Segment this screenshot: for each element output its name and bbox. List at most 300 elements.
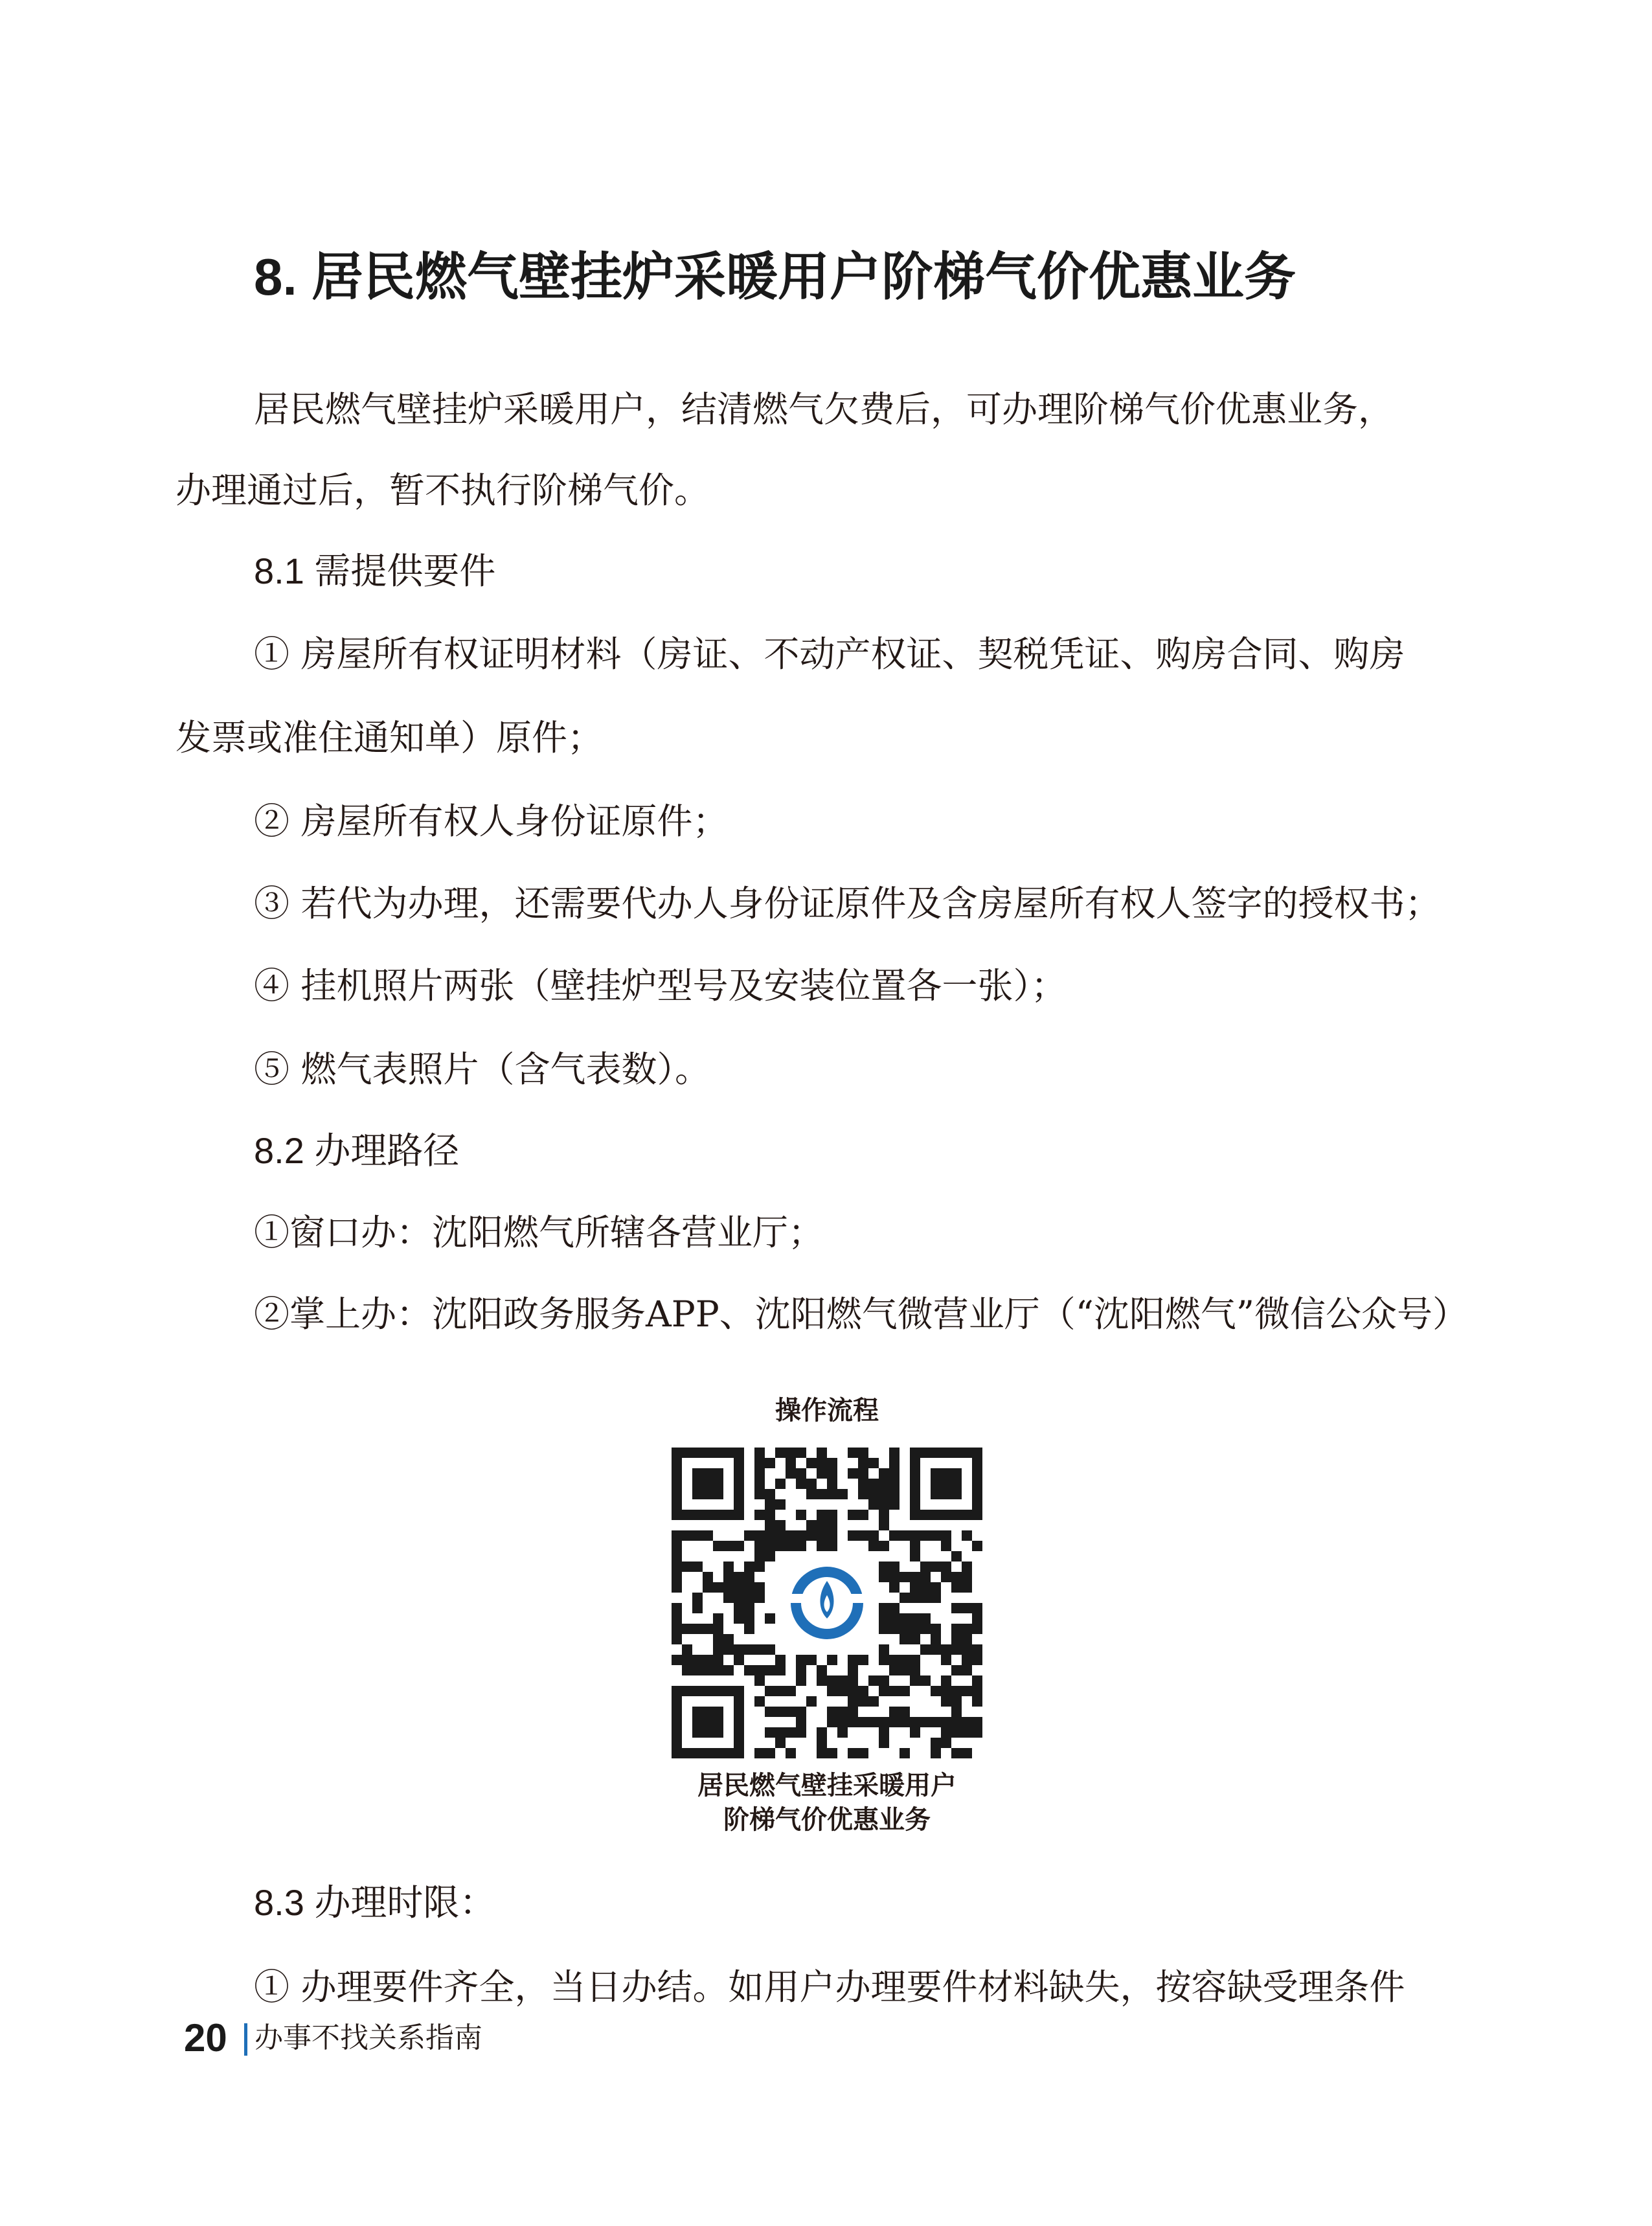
qr-module — [672, 1603, 682, 1613]
qr-module — [879, 1572, 889, 1582]
qr-module — [837, 1675, 848, 1686]
qr-module — [692, 1624, 703, 1634]
qr-module — [713, 1541, 723, 1551]
qr-module — [754, 1489, 765, 1499]
qr-module — [931, 1562, 941, 1572]
qr-module — [765, 1665, 775, 1675]
qr-module — [754, 1675, 765, 1686]
qr-module — [931, 1738, 941, 1748]
section-title: 8. 居民燃气壁挂炉采暖用户阶梯气价优惠业务 — [254, 248, 1296, 306]
qr-module — [796, 1707, 806, 1717]
qr-module — [754, 1593, 765, 1603]
qr-module — [713, 1634, 723, 1644]
qr-module — [796, 1541, 806, 1551]
qr-module — [962, 1562, 972, 1572]
intro-line-2: 办理通过后，暂不执行阶梯气价。 — [175, 470, 710, 511]
qr-module — [951, 1686, 962, 1696]
qr-module — [889, 1665, 900, 1675]
qr-module — [744, 1572, 754, 1582]
qr-module — [775, 1686, 786, 1696]
qr-module — [672, 1624, 682, 1634]
qr-module — [858, 1468, 868, 1479]
qr-module — [817, 1727, 827, 1738]
requirement-item-4: ④ 挂机照片两张（壁挂炉型号及安装位置各一张）； — [254, 965, 1067, 1006]
qr-module — [920, 1572, 931, 1582]
qr-module — [910, 1541, 920, 1551]
qr-module — [951, 1634, 962, 1644]
qr-module — [723, 1572, 734, 1582]
qr-module — [910, 1727, 920, 1738]
qr-module — [931, 1717, 941, 1727]
qr-module — [713, 1644, 723, 1655]
qr-module — [765, 1613, 775, 1624]
qr-module — [910, 1624, 920, 1634]
qr-module — [672, 1655, 682, 1665]
qr-module — [962, 1603, 972, 1613]
qr-module — [920, 1624, 931, 1634]
qr-module — [817, 1541, 827, 1551]
qr-module — [817, 1520, 827, 1530]
qr-module — [889, 1655, 900, 1665]
qr-module — [951, 1551, 962, 1562]
qr-module — [941, 1717, 951, 1727]
qr-module — [827, 1541, 837, 1551]
qr-module — [920, 1644, 931, 1655]
qr-module — [931, 1634, 941, 1644]
qr-module — [910, 1655, 920, 1665]
qr-module — [951, 1748, 962, 1758]
qr-module — [713, 1582, 723, 1593]
qr-module — [682, 1562, 692, 1572]
qr-module — [796, 1727, 806, 1738]
qr-module — [848, 1530, 858, 1541]
qr-module — [786, 1748, 796, 1758]
qr-module — [692, 1593, 703, 1603]
qr-module — [889, 1624, 900, 1634]
qr-module — [858, 1489, 868, 1499]
qr-module — [900, 1748, 910, 1758]
qr-module — [910, 1551, 920, 1562]
qr-module — [889, 1717, 900, 1727]
intro-line-1: 居民燃气壁挂炉采暖用户，结清燃气欠费后，可办理阶梯气价优惠业务， — [254, 389, 1394, 430]
qr-module — [868, 1541, 879, 1551]
qr-module — [848, 1707, 858, 1717]
requirement-item-3: ③ 若代为办理，还需要代办人身份证原件及含房屋所有权人签字的授权书； — [254, 883, 1441, 924]
qr-module — [858, 1696, 868, 1707]
qr-module — [765, 1458, 775, 1468]
qr-module — [951, 1644, 962, 1655]
qr-module — [796, 1530, 806, 1541]
qr-module — [889, 1489, 900, 1499]
time-limit-item-1: ① 办理要件齐全，当日办结。如用户办理要件材料缺失，按容缺受理条件 — [254, 1966, 1405, 2008]
qr-module — [765, 1520, 775, 1530]
qr-module — [765, 1707, 775, 1717]
qr-module — [941, 1655, 951, 1665]
qr-module — [858, 1686, 868, 1696]
qr-module — [837, 1727, 848, 1738]
qr-module — [972, 1613, 982, 1624]
qr-module — [941, 1738, 951, 1748]
qr-module — [951, 1727, 962, 1738]
qr-module — [889, 1572, 900, 1582]
qr-module — [723, 1634, 734, 1644]
qr-module — [817, 1489, 827, 1499]
qr-module — [692, 1603, 703, 1613]
qr-module — [754, 1479, 765, 1489]
qr-module — [775, 1530, 786, 1541]
qr-module — [879, 1603, 889, 1613]
qr-module — [962, 1655, 972, 1665]
qr-module — [827, 1717, 837, 1727]
qr-module — [672, 1613, 682, 1624]
qr-module — [941, 1696, 951, 1707]
qr-module — [827, 1458, 837, 1468]
qr-module — [786, 1458, 796, 1468]
qr-module — [754, 1448, 765, 1458]
qr-module — [817, 1448, 827, 1458]
qr-module — [827, 1675, 837, 1686]
qr-module — [713, 1655, 723, 1665]
qr-module — [734, 1572, 744, 1582]
qr-module — [754, 1458, 765, 1468]
qr-module — [941, 1541, 951, 1551]
qr-module — [796, 1717, 806, 1727]
qr-module — [879, 1686, 889, 1696]
qr-module — [910, 1572, 920, 1582]
subsection-heading-8-2: 8.2 办理路径 — [254, 1130, 460, 1171]
qr-module — [931, 1686, 941, 1696]
qr-module — [827, 1530, 837, 1541]
qr-module — [765, 1644, 775, 1655]
qr-module — [920, 1530, 931, 1541]
qr-module — [879, 1655, 889, 1665]
qr-module — [827, 1655, 837, 1665]
qr-module — [723, 1541, 734, 1551]
qr-module — [837, 1717, 848, 1727]
qr-module — [900, 1655, 910, 1665]
qr-module — [931, 1582, 941, 1593]
qr-module — [723, 1665, 734, 1675]
qr-module — [837, 1686, 848, 1696]
qr-module — [775, 1655, 786, 1665]
qr-module — [920, 1717, 931, 1727]
qr-module — [879, 1613, 889, 1624]
qr-module — [941, 1727, 951, 1738]
qr-module — [744, 1530, 754, 1541]
qr-module — [806, 1520, 817, 1530]
qr-module — [775, 1520, 786, 1530]
requirement-item-1-line-1: ① 房屋所有权证明材料（房证、不动产权证、契税凭证、购房合同、购房 — [254, 633, 1405, 675]
qr-module — [962, 1748, 972, 1758]
qr-module — [910, 1717, 920, 1727]
path-item-1: ①窗口办：沈阳燃气所辖各营业厅； — [254, 1212, 824, 1253]
qr-module — [972, 1624, 982, 1634]
qr-module — [962, 1572, 972, 1582]
qr-module — [817, 1675, 827, 1686]
qr-module — [972, 1675, 982, 1686]
qr-module — [765, 1551, 775, 1562]
qr-module — [786, 1727, 796, 1738]
qr-module — [765, 1686, 775, 1696]
qr-module — [879, 1738, 889, 1748]
qr-module — [868, 1458, 879, 1468]
qr-module — [817, 1530, 827, 1541]
qr-module — [827, 1510, 837, 1520]
qr-module — [910, 1675, 920, 1686]
qr-module — [765, 1748, 775, 1758]
qr-module — [868, 1530, 879, 1541]
qr-module — [775, 1499, 786, 1510]
qr-code-image[interactable] — [672, 1448, 982, 1758]
qr-module — [734, 1593, 744, 1603]
qr-module — [889, 1686, 900, 1696]
qr-module — [775, 1448, 786, 1458]
qr-module — [713, 1624, 723, 1634]
qr-module — [962, 1665, 972, 1675]
qr-module — [744, 1603, 754, 1613]
qr-module — [972, 1727, 982, 1738]
qr-module — [848, 1675, 858, 1686]
qr-module — [817, 1748, 827, 1758]
qr-module — [920, 1675, 931, 1686]
qr-module — [889, 1582, 900, 1593]
qr-module — [765, 1727, 775, 1738]
qr-module — [951, 1624, 962, 1634]
qr-module — [723, 1562, 734, 1572]
qr-module — [703, 1624, 713, 1634]
requirement-item-2: ② 房屋所有权人身份证原件； — [254, 801, 729, 842]
qr-module — [806, 1489, 817, 1499]
qr-module — [951, 1696, 962, 1707]
qr-module — [672, 1572, 682, 1582]
qr-module — [941, 1644, 951, 1655]
qr-module — [744, 1624, 754, 1634]
qr-module — [868, 1696, 879, 1707]
qr-module — [858, 1510, 868, 1520]
qr-module — [900, 1613, 910, 1624]
qr-module — [744, 1593, 754, 1603]
qr-module — [868, 1499, 879, 1510]
qr-module — [754, 1541, 765, 1551]
qr-module — [879, 1644, 889, 1655]
requirement-item-1-line-2: 发票或准住通知单）原件； — [175, 717, 604, 758]
qr-module — [962, 1686, 972, 1696]
qr-module — [703, 1582, 713, 1593]
qr-module — [765, 1530, 775, 1541]
qr-module — [806, 1530, 817, 1541]
qr-module — [951, 1603, 962, 1613]
qr-module — [703, 1665, 713, 1675]
qr-module — [962, 1530, 972, 1541]
qr-module — [889, 1603, 900, 1613]
requirement-item-5: ⑤ 燃气表照片（含气表数）。 — [254, 1049, 710, 1090]
qr-module — [972, 1696, 982, 1707]
qr-module — [692, 1655, 703, 1665]
qr-caption-bottom-line-2: 阶梯气价优惠业务 — [723, 1806, 931, 1834]
qr-module — [765, 1489, 775, 1499]
qr-module — [703, 1530, 713, 1541]
qr-module — [827, 1686, 837, 1696]
qr-module — [682, 1624, 692, 1634]
qr-module — [754, 1748, 765, 1758]
qr-module — [951, 1707, 962, 1717]
qr-finder-top-left — [672, 1448, 744, 1520]
qr-module — [786, 1530, 796, 1541]
qr-module — [796, 1510, 806, 1520]
qr-module — [879, 1562, 889, 1572]
qr-module — [796, 1665, 806, 1675]
qr-module — [889, 1499, 900, 1510]
qr-module — [765, 1510, 775, 1520]
qr-module — [972, 1603, 982, 1613]
gas-company-logo-icon — [786, 1562, 868, 1644]
qr-module — [806, 1479, 817, 1489]
qr-module — [858, 1655, 868, 1665]
qr-module — [879, 1468, 889, 1479]
qr-module — [848, 1748, 858, 1758]
qr-module — [848, 1686, 858, 1696]
qr-module — [682, 1644, 692, 1655]
qr-module — [765, 1541, 775, 1551]
footer-divider — [244, 2023, 247, 2056]
qr-module — [868, 1479, 879, 1489]
qr-module — [920, 1562, 931, 1572]
qr-module — [786, 1448, 796, 1458]
qr-module — [900, 1530, 910, 1541]
qr-module — [962, 1634, 972, 1644]
qr-module — [941, 1562, 951, 1572]
qr-module — [817, 1665, 827, 1675]
qr-module — [951, 1582, 962, 1593]
qr-module — [734, 1603, 744, 1613]
qr-module — [972, 1644, 982, 1655]
qr-module — [931, 1593, 941, 1603]
qr-module — [786, 1707, 796, 1717]
qr-module — [910, 1665, 920, 1675]
qr-module — [754, 1468, 765, 1479]
qr-module — [868, 1675, 879, 1686]
qr-module — [744, 1582, 754, 1593]
qr-module — [910, 1634, 920, 1644]
qr-module — [962, 1644, 972, 1655]
qr-module — [889, 1562, 900, 1572]
qr-module — [900, 1717, 910, 1727]
qr-module — [951, 1717, 962, 1727]
qr-module — [754, 1530, 765, 1541]
qr-module — [672, 1551, 682, 1562]
qr-module — [837, 1707, 848, 1717]
qr-module — [754, 1551, 765, 1562]
qr-module — [723, 1644, 734, 1655]
qr-module — [796, 1448, 806, 1458]
qr-module — [941, 1675, 951, 1686]
qr-module — [962, 1727, 972, 1738]
qr-module — [931, 1530, 941, 1541]
qr-module — [879, 1624, 889, 1634]
qr-module — [900, 1665, 910, 1675]
qr-module — [682, 1655, 692, 1665]
qr-module — [682, 1530, 692, 1541]
qr-module — [692, 1530, 703, 1541]
qr-module — [879, 1675, 889, 1686]
qr-module — [786, 1686, 796, 1696]
qr-module — [775, 1707, 786, 1717]
qr-module — [672, 1562, 682, 1572]
qr-module — [817, 1738, 827, 1748]
qr-module — [775, 1738, 786, 1748]
qr-module — [931, 1748, 941, 1758]
qr-module — [868, 1489, 879, 1499]
qr-finder-bottom-left — [672, 1686, 744, 1758]
qr-module — [796, 1479, 806, 1489]
qr-module — [848, 1655, 858, 1665]
qr-module — [848, 1510, 858, 1520]
qr-module — [868, 1717, 879, 1727]
qr-module — [796, 1655, 806, 1665]
qr-module — [754, 1510, 765, 1520]
qr-module — [754, 1582, 765, 1593]
qr-module — [858, 1448, 868, 1458]
qr-module — [827, 1707, 837, 1717]
qr-module — [806, 1655, 817, 1665]
qr-module — [900, 1707, 910, 1717]
qr-module — [920, 1582, 931, 1593]
qr-module — [910, 1582, 920, 1593]
qr-module — [900, 1624, 910, 1634]
qr-module — [692, 1562, 703, 1572]
qr-module — [910, 1530, 920, 1541]
qr-module — [879, 1520, 889, 1530]
qr-module — [775, 1541, 786, 1551]
qr-module — [920, 1593, 931, 1603]
qr-module — [837, 1489, 848, 1499]
path-item-2: ②掌上办：沈阳政务服务APP、沈阳燃气微营业厅（“沈阳燃气”微信公众号） — [254, 1293, 1468, 1335]
qr-module — [889, 1468, 900, 1479]
qr-module — [817, 1468, 827, 1479]
qr-module — [796, 1675, 806, 1686]
qr-module — [744, 1562, 754, 1572]
qr-module — [931, 1624, 941, 1634]
qr-module — [972, 1541, 982, 1551]
qr-module — [682, 1665, 692, 1675]
qr-module — [910, 1593, 920, 1603]
qr-module — [827, 1748, 837, 1758]
qr-module — [941, 1686, 951, 1696]
qr-module — [806, 1696, 817, 1707]
qr-module — [931, 1644, 941, 1655]
qr-module — [848, 1717, 858, 1727]
qr-module — [692, 1665, 703, 1675]
qr-module — [672, 1582, 682, 1593]
qr-module — [754, 1665, 765, 1675]
qr-module — [920, 1613, 931, 1624]
qr-module — [734, 1582, 744, 1593]
footer-book-title: 办事不找关系指南 — [255, 2021, 482, 2054]
qr-module — [848, 1665, 858, 1675]
qr-module — [786, 1541, 796, 1551]
qr-module — [951, 1572, 962, 1582]
qr-module — [827, 1489, 837, 1499]
qr-module — [744, 1644, 754, 1655]
qr-module — [723, 1582, 734, 1593]
qr-module — [672, 1634, 682, 1644]
qr-module — [775, 1727, 786, 1738]
qr-module — [817, 1458, 827, 1468]
qr-module — [941, 1530, 951, 1541]
qr-module — [889, 1479, 900, 1489]
qr-module — [962, 1582, 972, 1593]
qr-module — [858, 1748, 868, 1758]
